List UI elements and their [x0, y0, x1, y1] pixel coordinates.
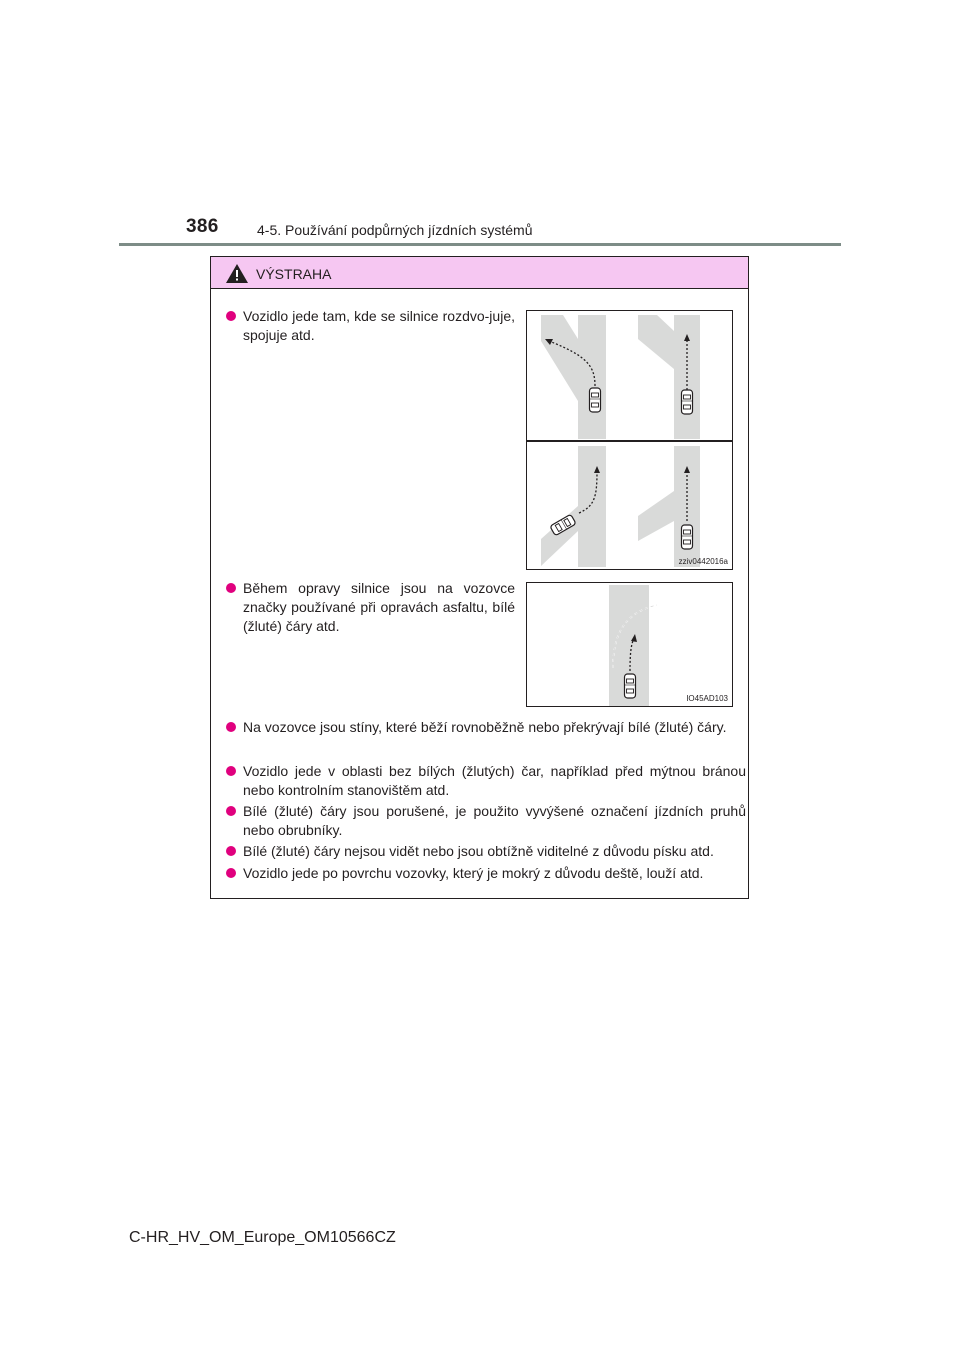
- bullet-text: Během opravy silnice jsou na vozovce značky používané při opravách asfaltu, bílé (žluté) čáry atd.: [243, 580, 515, 634]
- warning-title: VÝSTRAHA: [256, 266, 332, 282]
- bullet-text: Vozidlo jede tam, kde se silnice rozdvo-juje, spojuje atd.: [243, 308, 515, 343]
- bullet-dot: [226, 806, 236, 816]
- warning-triangle-icon: [226, 264, 248, 283]
- warning-bullet: [226, 802, 746, 842]
- road-repair-figure: [526, 582, 733, 707]
- car-icon: [625, 674, 636, 698]
- warning-bullet: [226, 307, 516, 347]
- page-number: 386: [186, 216, 219, 237]
- road: [541, 446, 606, 567]
- bullet-dot: [226, 766, 236, 776]
- warning-bullet: [226, 762, 746, 802]
- warning-bullet: [226, 718, 746, 758]
- figure-code: IO45AD103: [686, 694, 728, 703]
- fork-merge-figure: [526, 310, 733, 570]
- section-title: 4-5. Používání podpůrných jízdních systémů: [257, 222, 533, 238]
- bullet-dot: [226, 846, 236, 856]
- road-repair-illustration: [527, 583, 732, 706]
- figure-code: zziv0442016a: [678, 557, 728, 566]
- bullet-dot: [226, 868, 236, 878]
- bullet-dot: [226, 311, 236, 321]
- footer-doc-id: C-HR_HV_OM_Europe_OM10566CZ: [129, 1229, 396, 1246]
- bullet-text: Vozidlo jede v oblasti bez bílých (žlutých) čar, například před mýtnou bránou nebo kontrolním stanovištěm atd.: [243, 763, 746, 798]
- car-icon: [682, 525, 693, 549]
- bullet-text: Bílé (žluté) čáry jsou porušené, je použito vyvýšené označení jízdních pruhů nebo obrubníky.: [243, 803, 746, 838]
- bullet-text: Vozidlo jede po povrchu vozovky, který je mokrý z důvodu deště, louží atd.: [243, 865, 704, 881]
- bullet-dot: [226, 722, 236, 732]
- warning-bullet: [226, 864, 746, 884]
- bullet-text: Na vozovce jsou stíny, které běží rovnoběžně nebo překrývají bílé (žluté) čáry.: [243, 719, 727, 735]
- fork-merge-illustration: [527, 311, 732, 569]
- road: [638, 315, 700, 439]
- bullet-dot: [226, 583, 236, 593]
- bullet-text: Bílé (žluté) čáry nejsou vidět nebo jsou obtížně viditelné z důvodu písku atd.: [243, 843, 714, 859]
- road: [541, 315, 606, 439]
- warning-header: [211, 257, 748, 289]
- warning-bullet: [226, 579, 516, 639]
- warning-box: [210, 256, 749, 899]
- car-icon: [590, 388, 601, 412]
- car-icon: [682, 390, 693, 414]
- warning-bullet: [226, 842, 746, 862]
- header-rule: [119, 243, 841, 246]
